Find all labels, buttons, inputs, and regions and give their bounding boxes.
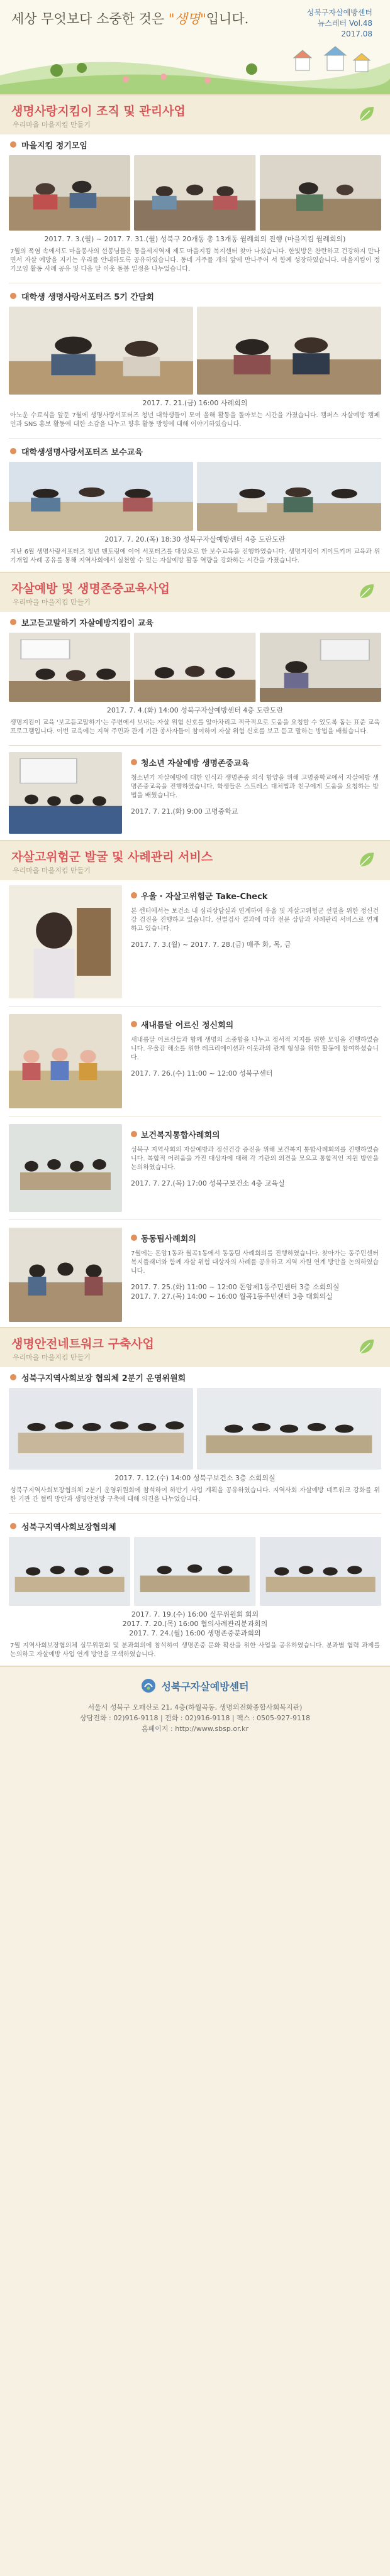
- side-text: [128, 1014, 381, 1108]
- article-a11: [0, 1516, 390, 1666]
- section-subtitle: 우리마을 마을지킴 만들기: [13, 121, 91, 129]
- article-body: 본 센터에서는 보건소 내 심리상담실과 연계하여 우울 및 자살고위험군 선별을 위한 정신건강 검진을 진행하고 있습니다. 선별검사 결과에 따라 전문 상담과 사례관리 서비스로 연계하고 있습니다.: [131, 908, 379, 932]
- article-a2: [0, 286, 390, 435]
- article-caption: 2017. 7. 12.(수) 14:00 성북구보건소 3층 소회의실: [114, 1474, 276, 1482]
- side-text: [128, 885, 381, 998]
- side-text: [128, 1124, 381, 1212]
- article-title: 청소년 자살예방 생명존중교육: [128, 752, 381, 773]
- conference-photo: [260, 1537, 381, 1606]
- side-layout: [0, 885, 390, 998]
- divider: [9, 1513, 381, 1514]
- bullet-icon: [10, 1523, 16, 1529]
- divider: [9, 1006, 381, 1007]
- section-title: 생명사랑지킴이 조직 및 관리사업: [11, 104, 186, 118]
- article-title: 성북구지역사회보장 협의체 2분기 운영위원회: [0, 1367, 390, 1388]
- meeting-photo: [197, 462, 381, 531]
- divider: [9, 438, 381, 439]
- conference-photo: [9, 1537, 130, 1606]
- bullet-icon: [10, 293, 16, 299]
- article-caption: 2017. 7. 3.(월) ~ 2017. 7. 31.(월) 성북구 20개동 총 13개동 월례회의 진행 (마을지킴 월례회의): [44, 235, 346, 243]
- article-body: 새내름달 어르신들과 함께 생명의 소중함을 나누고 정서적 지지를 위한 모임을 진행하였습니다. 우울감 해소를 위한 레크리에이션과 이웃과의 관계 형성을 위한 활동에 참여하셨습니다.: [131, 1037, 379, 1061]
- leaf-icon: [357, 850, 376, 869]
- footer-logo: [141, 1678, 248, 1693]
- newsletter-footer: [0, 1666, 390, 2576]
- article-title: 보건복지통합사례회의: [128, 1124, 381, 1145]
- bullet-icon: [10, 1374, 16, 1380]
- article-body: 아노운 수료식을 앞둔 7월에 생명사랑서포터즈 청년 대학생들이 모여 올해 활동을 돌아보는 시간을 가졌습니다. 캠퍼스 자살예방 캠페인과 SNS 홍보 활동에 대한 소감을 나누고 향후 활동 방향에 대해 이야기하였습니다.: [10, 412, 380, 428]
- bullet-icon: [10, 448, 16, 454]
- article-caption: 2017. 7. 19.(수) 16:00 실무위원회 회의 2017. 7. 20.(목) 16:00 협의사례관리분과회의 2017. 7. 24.(월) 16:00 생명존중분과회의: [122, 1610, 268, 1637]
- section-subtitle: 우리마을 마을지킴 만들기: [13, 1353, 91, 1362]
- slogan-text: 세상 무엇보다 소중한 것은: [11, 11, 165, 26]
- bullet-icon: [131, 1021, 137, 1027]
- section-header-s1: [0, 94, 390, 134]
- article-body: 성북구 지역사회의 자살예방과 정신건강 증진을 위해 보건복지 통합사례회의를 진행하였습니다. 복합적 어려움을 가진 대상자에 대해 각 기관의 의견을 모으고 통합적인 지원 방안을 논의하였습니다.: [131, 1147, 379, 1171]
- article-caption: 2017. 7. 20.(목) 18:30 성북구자살예방센터 4층 도란도란: [104, 535, 286, 543]
- lecture-photo: [9, 633, 130, 702]
- article-title: 대학생 생명사랑서포터즈 5기 간담회: [0, 286, 390, 307]
- meeting-photo: [9, 307, 193, 395]
- bullet-icon: [131, 1235, 137, 1241]
- brand-issue: 뉴스레터 Vol.48: [317, 19, 372, 28]
- lecture-photo: [260, 633, 381, 702]
- side-layout: [0, 1228, 390, 1322]
- meeting-photo: [9, 462, 193, 531]
- article-a5: [0, 748, 390, 840]
- article-caption: 2017. 7. 4.(화) 14:00 성북구자살예방센터 4층 도란도란: [106, 706, 284, 714]
- header-slogan: [11, 9, 248, 28]
- bullet-icon: [131, 1131, 137, 1137]
- slogan-end: 입니다.: [206, 11, 249, 26]
- leaf-icon: [357, 1337, 376, 1356]
- photo-row: [0, 307, 390, 395]
- article-a1: [0, 134, 390, 280]
- article-caption: 2017. 7. 25.(화) 11:00 ~ 12:00 돈암제1동주민센터 3층 소회의실 2017. 7. 27.(목) 14:00 ~ 16:00 월곡1동주민센터 3층 대회의실: [131, 1283, 340, 1301]
- photo-row: [0, 633, 390, 702]
- article-caption: 2017. 7. 26.(수) 11:00 ~ 12:00 성북구센터: [131, 1069, 273, 1078]
- counseling-photo: [9, 885, 122, 998]
- article-title: 새내름달 어르신 정신회의: [128, 1014, 381, 1035]
- slogan-highlight: "생명": [168, 11, 206, 26]
- footer-homepage-link[interactable]: 홈페이지 : http://www.sbsp.or.kr: [142, 1725, 248, 1733]
- footer-contact: 상담전화 : 02)916-9118 | 전화 : 02)916-9118 | 팩스 : 0505-927-9118: [80, 1714, 310, 1722]
- lecture-photo: [134, 633, 255, 702]
- leaf-icon: [357, 104, 376, 123]
- meeting-photo: [9, 1124, 122, 1212]
- side-text: [128, 752, 381, 834]
- meeting-photo: [9, 155, 130, 231]
- section-header-s2: [0, 572, 390, 612]
- article-body: 7월의 폭염 속에서도 마을봉사의 선봉님들은 통을세지역재 제도 마을지킴 복지센터 찾아 나섰습니다. 한빛방은 찬란하고 건강하지 만나면서 자살 예방을 지키는 우리를 안내하도록 공유하였습니다. 동네 거주를 개의 앞에 만나주어 서 함께 성장하였습니다. 마을지킴이 정기모임 활동 사례 공유 및 다음 달 이웃 돌봄 일정을 나누었습니다.: [10, 248, 380, 273]
- article-body: 지난 6월 생명사랑서포터즈 청년 멘토링에 이어 서포터즈를 대상으로 한 보수교육을 진행하였습니다. 생명지킴이 게이트키퍼 교육과 위기개입 사례 공유를 통해 지역사회에서 실천할 수 있는 자살예방 활동 역량을 강화하는 시간을 가졌습니다.: [10, 548, 380, 564]
- brand-date: 2017.08: [341, 30, 372, 38]
- classroom-photo: [9, 752, 122, 834]
- section-title: 자살예방 및 생명존중교육사업: [11, 582, 170, 596]
- conference-photo: [134, 1537, 255, 1606]
- meeting-photo: [197, 307, 381, 395]
- side-layout: [0, 1014, 390, 1108]
- photo-row: [0, 155, 390, 231]
- section-subtitle: 우리마을 마을지킴 만들기: [13, 598, 91, 606]
- article-body: 7월에는 돈암1동과 월곡1동에서 동동팀 사례회의를 진행하였습니다. 찾아가는 동주민센터 복지플래너와 함께 자살 위험 대상자의 사례를 공유하고 지역 자원 연계 방안을 논의하였습니다.: [131, 1250, 379, 1275]
- side-text: [128, 1228, 381, 1322]
- article-a7: [0, 1009, 390, 1113]
- bullet-icon: [10, 141, 16, 148]
- article-body: 청소년기 자살예방에 대한 인식과 생명존중 의식 함양을 위해 고명중학교에서 자살예방 생명존중교육을 진행하였습니다. 학생들은 스트레스 대처법과 친구에게 도움을 요청하는 방법을 배웠습니다.: [131, 775, 379, 799]
- article-a8: [0, 1119, 390, 1217]
- footer-info: [0, 1702, 390, 1734]
- article-title: 성북구지역사회보장협의체: [0, 1516, 390, 1537]
- side-layout: [0, 1124, 390, 1212]
- article-title: 동동팀사례회의: [128, 1228, 381, 1248]
- article-body: 생명지킴이 교육 '보고듣고말하기'는 주변에서 보내는 자살 위험 신호를 알아차리고 적극적으로 도움을 요청할 수 있도록 돕는 표준 교육 프로그램입니다. 이번 교육에는 지역 주민과 관계 기관 종사자들이 참여하여 자살 위험 신호를 보고 듣고 말하는 방법을 배웠습니다.: [10, 719, 380, 735]
- article-caption: 2017. 7. 27.(목) 17:00 성북구보건소 4층 교육실: [131, 1179, 285, 1187]
- article-caption: 2017. 7. 3.(월) ~ 2017. 7. 28.(금) 매주 화, 목, 금: [131, 941, 291, 949]
- footer-address: 서울시 성북구 오패산로 21, 4층(하월곡동, 생명의전화종합사회복지관): [87, 1703, 303, 1711]
- article-a3: [0, 441, 390, 572]
- center-logo-icon: [141, 1678, 156, 1693]
- article-a6: [0, 880, 390, 1003]
- photo-row: [0, 1537, 390, 1606]
- section-header-s4: [0, 1327, 390, 1367]
- article-a10: [0, 1367, 390, 1510]
- article-body: 7월 지역사회보장협의체 실무위원회 및 분과회의에 참석하여 생명존중 문화 확산을 위한 사업을 공유하였습니다. 분과별 협력 과제를 논의하고 자살예방 사업 연계 방안을 모색하였습니다.: [10, 1642, 380, 1658]
- article-title: 보고듣고말하기 자살예방지킴이 교육: [0, 612, 390, 633]
- footer-org: 성북구자살예방센터: [161, 1680, 249, 1693]
- photo-row: [0, 1388, 390, 1470]
- section-header-s3: [0, 840, 390, 880]
- newsletter-header: [0, 0, 390, 94]
- article-a9: [0, 1223, 390, 1327]
- header-brand: [307, 8, 372, 40]
- leaf-icon: [357, 582, 376, 601]
- section-subtitle: 우리마을 마을지킴 만들기: [13, 866, 91, 875]
- section-title: 자살고위험군 발굴 및 사례관리 서비스: [11, 850, 213, 864]
- article-title: 우울 · 자살고위험군 Take-Check: [128, 885, 381, 906]
- conference-photo: [9, 1388, 193, 1470]
- bullet-icon: [131, 892, 137, 898]
- side-layout: [0, 752, 390, 834]
- hills-illustration: [0, 38, 390, 94]
- bullet-icon: [131, 759, 137, 765]
- article-title: 대학생생명사랑서포터즈 보수교육: [0, 441, 390, 462]
- conference-photo: [197, 1388, 381, 1470]
- article-title: 마을지킴 정기모임: [0, 134, 390, 155]
- article-caption: 2017. 7. 21.(금) 16:00 사례회의: [142, 399, 248, 407]
- article-a4: [0, 612, 390, 743]
- brand-org: 성북구자살예방센터: [306, 8, 372, 17]
- meeting-photo: [9, 1228, 122, 1322]
- divider: [9, 745, 381, 746]
- section-title: 생명안전네트워크 구축사업: [11, 1337, 154, 1351]
- meeting-photo: [134, 155, 255, 231]
- article-body: 성북구지역사회보장협의체 2분기 운영위원회에 참석하여 하반기 사업 계획을 공유하였습니다. 지역사회 자살예방 네트워크 강화를 위한 기관 간 협력 방안과 생명안전망 구축에 대해 의견을 나누었습니다.: [10, 1487, 380, 1503]
- bullet-icon: [10, 619, 16, 625]
- article-caption: 2017. 7. 21.(화) 9:00 고명중학교: [131, 807, 238, 816]
- meeting-photo: [260, 155, 381, 231]
- seniors-photo: [9, 1014, 122, 1108]
- photo-row: [0, 462, 390, 531]
